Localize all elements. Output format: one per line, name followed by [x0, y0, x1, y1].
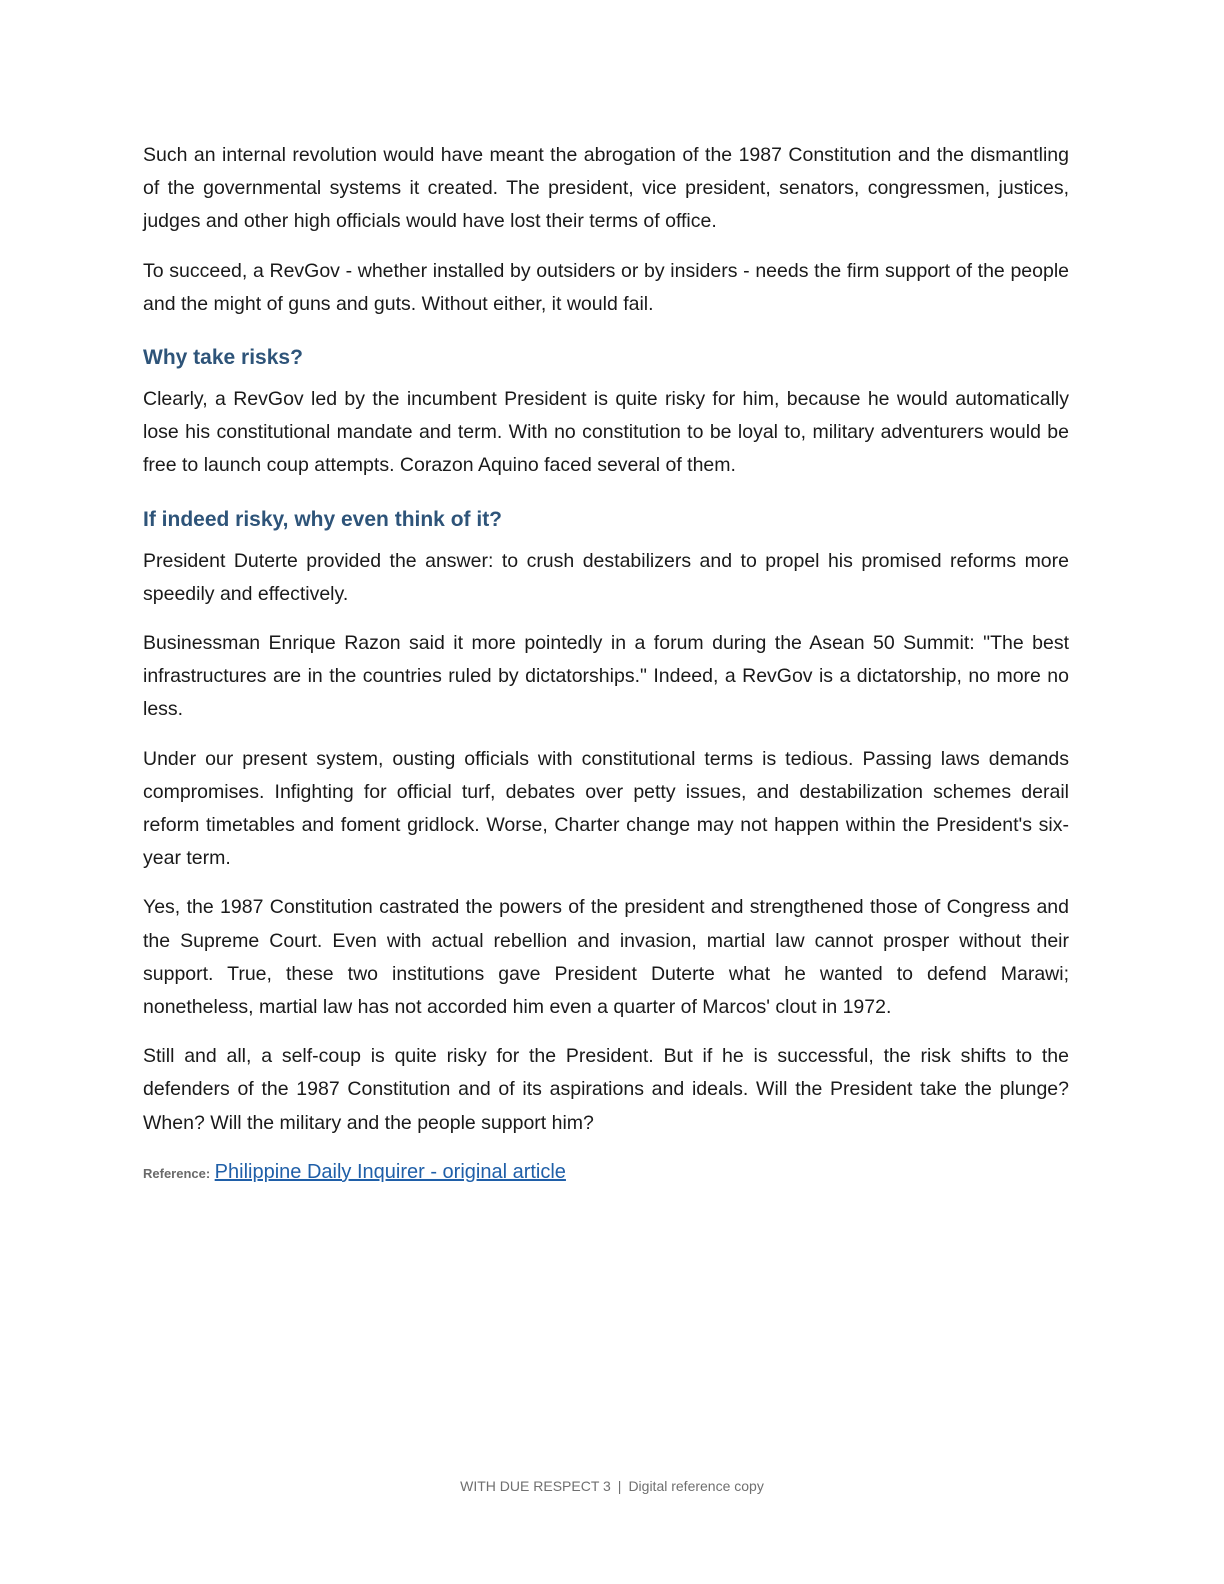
footer-separator: |: [617, 1478, 622, 1494]
reference-line: [143, 1158, 1069, 1188]
paragraph-razon: Businessman Enrique Razon said it more pointedly in a forum during the Asean 50 Summit: "The best infrastructures are in the countries ruled by dictatorships." Indeed, a RevGov is a dictatorship, no more no less.: [143, 632, 1069, 721]
article-body: [143, 139, 1069, 1188]
paragraph-internal-revolution: Such an internal revolution would have meant the abrogation of the 1987 Constitution and the dismantling of the governmental systems it created. The president, vice president, senators, congressmen, justices, judges and other high officials would have lost their terms of office.: [143, 144, 1069, 233]
heading-if-indeed-risky: If indeed risky, why even think of it?: [143, 507, 503, 531]
paragraph-still-and-all: Still and all, a self-coup is quite risky for the President. But if he is successful, the risk shifts to the defenders of the 1987 Constitution and of its aspirations and ideals. Will the President take the plunge? When? Will the military and the people support him?: [143, 1045, 1069, 1134]
paragraph-to-succeed: To succeed, a RevGov - whether installed by outsiders or by insiders - needs the firm support of the people and the might of guns and guts. Without either, it would fail.: [143, 259, 1069, 315]
reference-label: Reference:: [143, 1165, 211, 1181]
paragraph-clearly: Clearly, a RevGov led by the incumbent President is quite risky for him, because he would automatically lose his constitutional mandate and term. With no constitution to be loyal to, military adventurers would be free to launch coup attempts. Corazon Aquino faced several of them.: [143, 388, 1069, 477]
footer-subtitle: Digital reference copy: [628, 1478, 764, 1494]
paragraph-present-system: Under our present system, ousting officials with constitutional terms is tedious. Passing laws demands compromises. Infighting for official turf, debates over petty issues, and destabilization schemes derail reform timetables and foment gridlock. Worse, Charter change may not happen within the President's six-year term.: [143, 747, 1069, 870]
paragraph-duterte-answer: President Duterte provided the answer: to crush destabilizers and to propel his promised reforms more speedily and effectively.: [143, 549, 1069, 605]
reference-link[interactable]: Philippine Daily Inquirer - original article: [214, 1160, 566, 1183]
heading-why-take-risks: Why take risks?: [143, 346, 303, 370]
page-footer: [0, 1478, 1224, 1494]
paragraph-1987-constitution: Yes, the 1987 Constitution castrated the powers of the president and strengthened those of Congress and the Supreme Court. Even with actual rebellion and invasion, martial law cannot prosper without their support. True, these two institutions gave President Duterte what he wanted to defend Marawi; nonetheless, martial law has not accorded him even a quarter of Marcos' clout in 1972.: [143, 896, 1069, 1019]
footer-title: WITH DUE RESPECT 3: [460, 1478, 611, 1494]
